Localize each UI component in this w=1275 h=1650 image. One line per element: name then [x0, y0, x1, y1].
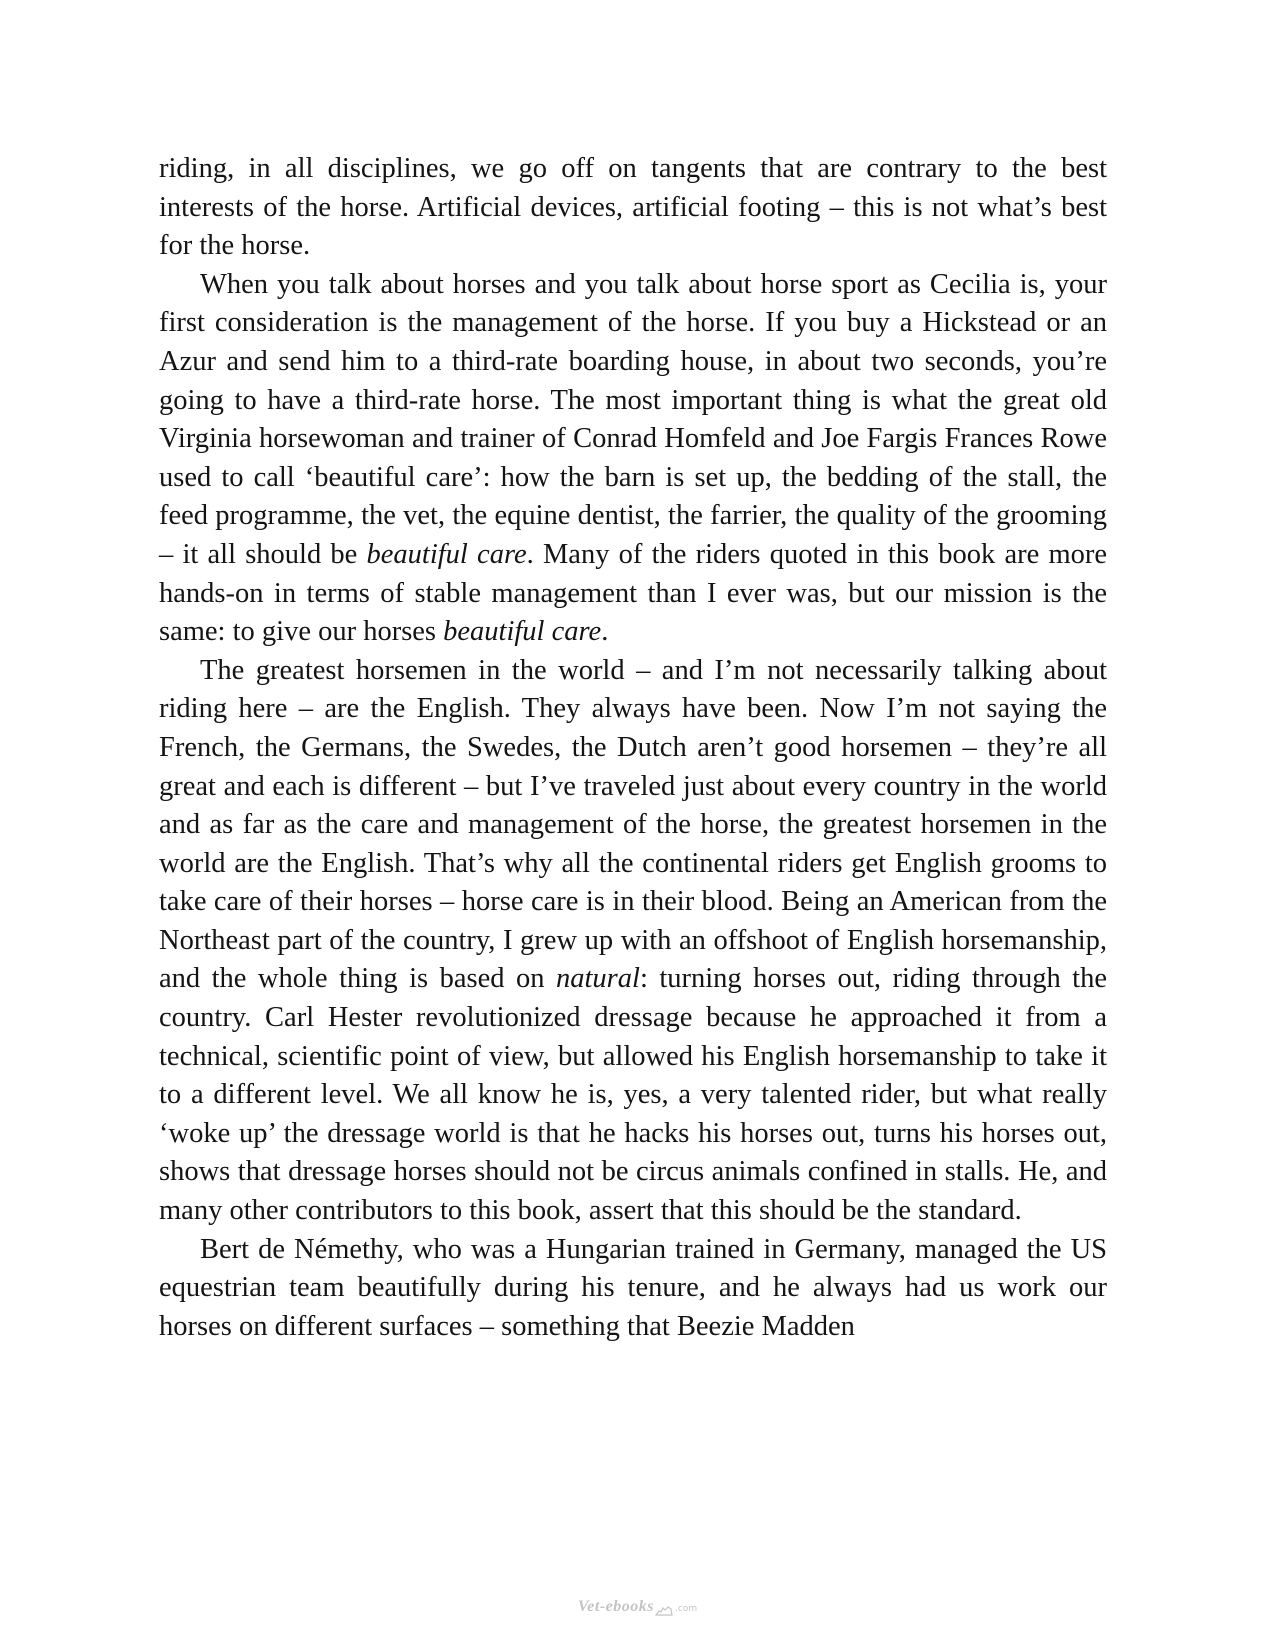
text-run: : turning horses out, riding through the country. Carl Hester revolutionized dressage because he approached it from a technical, scientific point of view, but allowed his English horsemanship to take it to a different level. We all know he is, yes, a very talented rider, but what really ‘woke up’ the dressage world is that he hacks his horses out, turns his horses out, shows that dressage horses should not be circus animals confined in stalls. He, and many other contributors to this book, assert that this should be the standard.: [159, 963, 1108, 1227]
paragraph-1: [159, 150, 1107, 266]
italic-run: natural: [556, 963, 640, 995]
italic-run: beautiful care: [443, 616, 602, 648]
text-run: Bert de Némethy, who was a Hungarian trained in Germany, managed the US equestrian team beautifully during his tenure, and he always had us work our horses on different surfaces – something that Beezie Madden: [159, 1233, 1107, 1342]
paragraph-4: [159, 1231, 1107, 1347]
text-run: When you talk about horses and you talk about horse sport as Cecilia is, your first consideration is the management of the horse. If you buy a Hickstead or an Azur and send him to a third-rate boarding house, in about two seconds, you’re going to have a third-rate horse. The most important thing is what the great old Virginia horsewoman and trainer of Conrad Homfeld and Joe Fargis Frances Rowe used to call ‘beautiful care’: how the barn is set up, the bedding of the stall, the feed programme, the vet, the equine dentist, the farrier, the quality of the grooming – it all should be: [159, 268, 1107, 570]
watermark-text: Vet-ebooks: [577, 1598, 654, 1615]
page-body: [159, 150, 1107, 1346]
horse-icon: [655, 1605, 673, 1617]
text-run: riding, in all disciplines, we go off on tangents that are contrary to the best interests of the horse. Artificial devices, artificial footing – this is not what’s best for the horse.: [159, 153, 1107, 262]
text-run: .: [601, 616, 609, 648]
italic-run: beautiful care: [366, 538, 527, 570]
watermark-suffix: .com: [675, 1604, 698, 1614]
paragraph-3: [159, 652, 1107, 1231]
paragraph-2: [159, 266, 1107, 652]
text-run: The greatest horsemen in the world – and I’m not necessarily talking about riding here – are the English. They always have been. Now I’m not saying the French, the Germans, the Swedes, the Dutch aren’t good horsemen – they’re all great and each is different – but I’ve traveled just about every country in the world and as far as the care and management of the horse, the greatest horsemen in the world are the English. That’s why all the continental riders get English grooms to take care of their horses – horse care is in their blood. Being an American from the Northeast part of the country, I grew up with an offshoot of English horsemanship, and the whole thing is based on: [159, 654, 1107, 995]
watermark: [0, 1598, 1275, 1617]
text-run: . Many of the riders quoted in this book are more hands-on in terms of stable management than I ever was, but our mission is the same: to give our horses: [159, 538, 1108, 648]
